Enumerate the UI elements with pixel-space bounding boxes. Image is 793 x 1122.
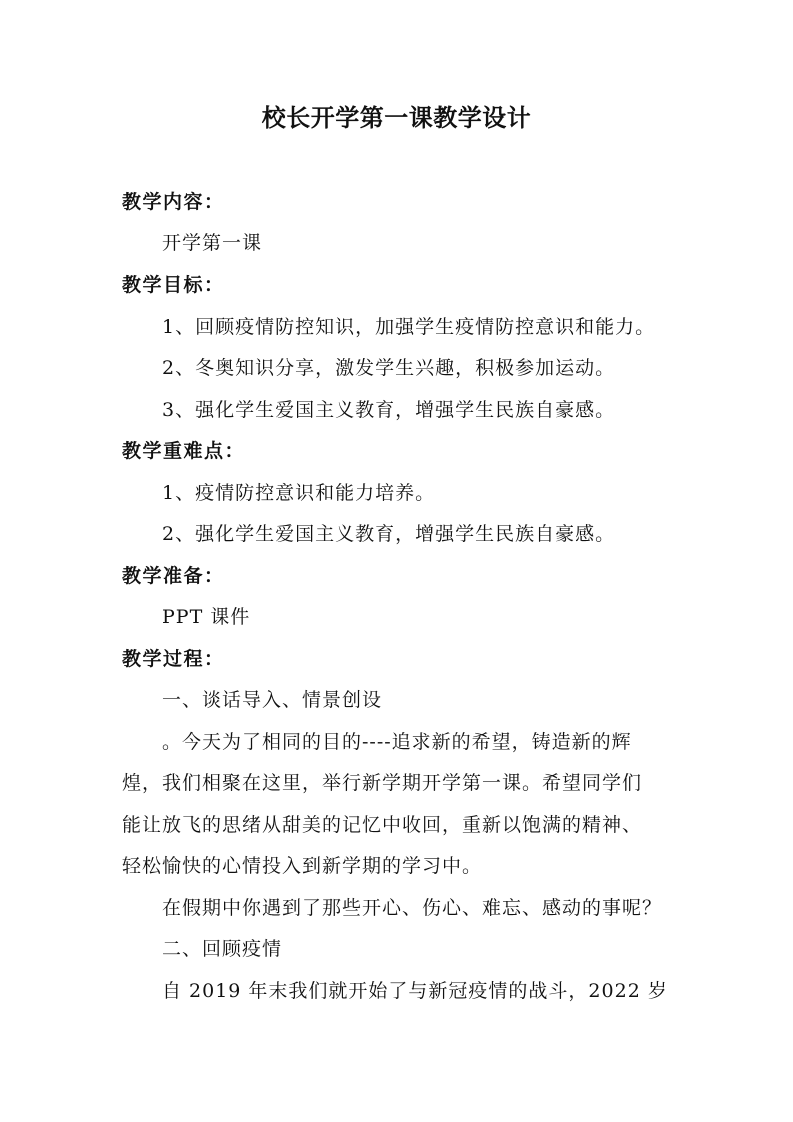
step2-line: 自 2019 年末我们就开始了与新冠疫情的战斗，2022 岁 — [162, 980, 668, 1002]
key-points-heading: 教学重难点： — [122, 440, 246, 462]
goal-item: 3、强化学生爱国主义教育，增强学生民族自豪感。 — [162, 399, 616, 421]
step1-question: 在假期中你遇到了那些开心、伤心、难忘、感动的事呢？ — [162, 897, 663, 919]
key-point-item: 2、强化学生爱国主义教育，增强学生民族自豪感。 — [162, 523, 616, 545]
step1-paragraph-line: 轻松愉快的心情投入到新学期的学习中。 — [122, 855, 483, 877]
goal-item: 1、回顾疫情防控知识，加强学生疫情防控意识和能力。 — [162, 316, 656, 338]
goal-item: 2、冬奥知识分享，激发学生兴趣，积极参加运动。 — [162, 357, 616, 379]
step1-paragraph-line: 煌，我们相聚在这里，举行新学期开学第一课。希望同学们 — [122, 772, 643, 794]
content-text: 开学第一课 — [162, 232, 263, 254]
content-heading: 教学内容： — [122, 191, 225, 213]
step1-title: 一、谈话导入、情景创设 — [162, 689, 383, 711]
process-heading: 教学过程： — [122, 648, 225, 670]
document-title: 校长开学第一课教学设计 — [261, 104, 532, 132]
key-point-item: 1、疫情防控意识和能力培养。 — [162, 482, 436, 504]
step2-title: 二、回顾疫情 — [162, 938, 283, 960]
preparation-heading: 教学准备： — [122, 565, 225, 587]
preparation-text: PPT 课件 — [162, 606, 251, 628]
goals-heading: 教学目标： — [122, 274, 225, 296]
step1-paragraph-line: 能让放飞的思绪从甜美的记忆中收回，重新以饱满的精神、 — [122, 814, 643, 836]
step1-paragraph-line: 。今天为了相同的目的----追求新的希望，铸造新的辉 — [162, 731, 632, 753]
